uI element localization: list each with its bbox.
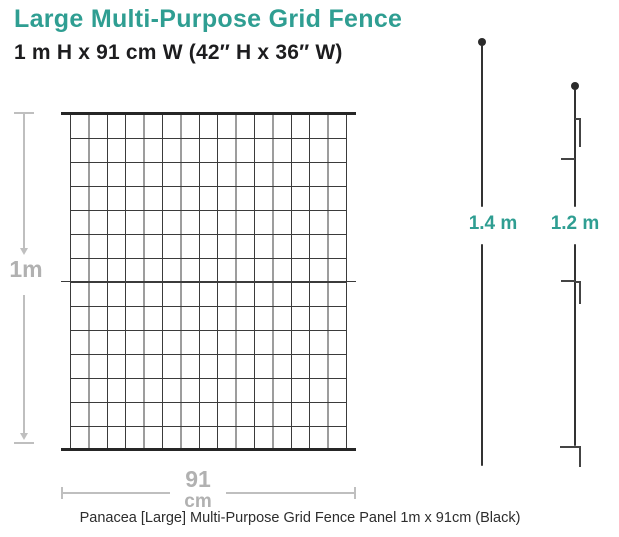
product-caption: Panacea [Large] Multi-Purpose Grid Fence Panel 1m x 91cm (Black) <box>79 510 521 526</box>
dimension-line-left <box>63 492 170 494</box>
pin-rod-lower <box>481 244 483 466</box>
hook-tick-icon <box>561 280 575 282</box>
width-unit: cm <box>184 491 212 507</box>
middle-extended-wire <box>61 281 356 282</box>
page-title: Large Multi-Purpose Grid Fence <box>14 5 403 33</box>
dimension-line-lower <box>23 295 25 433</box>
pole-length-label: 1.4 m <box>468 213 518 234</box>
hook-tick-icon <box>560 446 575 448</box>
width-value: 91 <box>185 466 211 492</box>
rod-lower <box>574 244 576 446</box>
top-rail-wire <box>61 112 356 115</box>
dimension-line-upper <box>23 114 25 250</box>
bottom-rail-wire <box>61 448 356 451</box>
dimensions-subtitle: 1 m H x 91 cm W (42″ H x 36″ W) <box>14 41 343 64</box>
hook-icon <box>579 118 581 147</box>
dimension-cap-right <box>354 487 356 499</box>
pin-rod-upper <box>481 45 483 207</box>
height-dimension-label: 1m <box>9 256 43 282</box>
grid-mesh <box>70 114 347 451</box>
rod-upper <box>574 89 576 207</box>
dimension-cap-bottom <box>14 442 34 444</box>
dimension-line-right <box>226 492 354 494</box>
arrow-down-icon <box>20 433 28 440</box>
hook-icon <box>579 281 581 304</box>
hook-icon <box>579 446 581 467</box>
width-dimension-label <box>172 466 224 507</box>
pole-length-label: 1.2 m <box>550 213 600 234</box>
arrow-down-icon <box>20 248 28 255</box>
hook-tick-icon <box>561 158 575 160</box>
